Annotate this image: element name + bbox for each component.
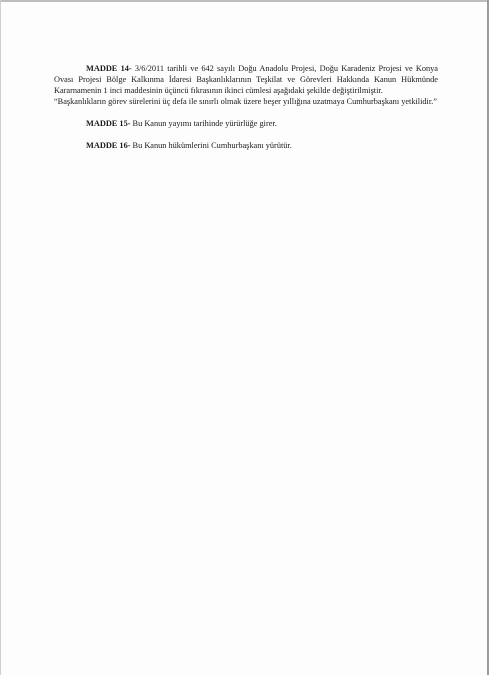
article-16-heading: MADDE 16- bbox=[86, 141, 131, 150]
page-top-edge bbox=[0, 0, 489, 2]
article-16-paragraph bbox=[54, 140, 438, 151]
article-15-heading: MADDE 15- bbox=[86, 119, 131, 128]
article-14-quote: “Başkanlıkların görev sürelerini üç defa ile sınırlı olmak üzere beşer yıllığına uzatmaya Cumhurbaşkanı yetkilidir.” bbox=[54, 97, 437, 106]
article-15-text: Bu Kanun yayımı tarihinde yürürlüğe girer. bbox=[130, 119, 277, 128]
article-16-text: Bu Kanun hükümlerini Cumhurbaşkanı yürütür. bbox=[130, 141, 292, 150]
article-14-paragraph bbox=[54, 63, 438, 96]
article-15-paragraph bbox=[54, 118, 438, 129]
article-14-heading: MADDE 14- bbox=[86, 64, 132, 73]
document-body bbox=[54, 63, 438, 151]
article-14-text: 3/6/2011 tarihli ve 642 sayılı Doğu Anadolu Projesi, Doğu Karadeniz Projesi ve Konya Ovası Projesi Bölge Kalkınma İdaresi Başkanlıklarının Teşkilat ve Görevleri Hakkında Kanun Hükmünde Kararnamenin 1 inci maddesinin üçüncü fıkrasının ikinci cümlesi aşağıdaki şekilde değiştirilmiştir. bbox=[54, 64, 438, 95]
page-left-edge bbox=[0, 0, 1, 675]
